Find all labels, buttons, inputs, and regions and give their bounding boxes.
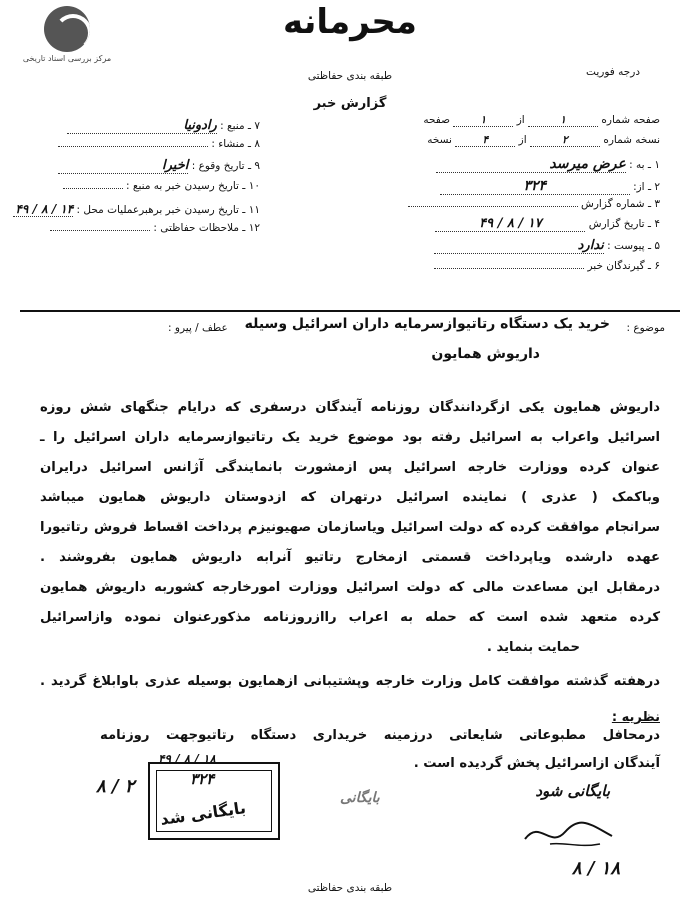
origin-label: ۸ ـ منشاء : bbox=[211, 138, 260, 150]
page-number-row bbox=[423, 114, 660, 127]
occurrence-date-value: اخیرا bbox=[58, 158, 188, 174]
origin-value bbox=[58, 146, 208, 147]
archive-logo bbox=[12, 6, 122, 63]
stamp-text: بایگانی شد bbox=[159, 798, 247, 829]
copy-of-value: ۴ bbox=[455, 134, 515, 147]
logo-caption: مرکز بررسی اسناد تاریخی bbox=[22, 54, 112, 63]
copy-no-label: نسخه شماره bbox=[603, 134, 660, 146]
handwritten-note: بایگانی شود bbox=[535, 782, 610, 800]
copy-no-value: ۲ bbox=[530, 134, 600, 147]
security-level-label: طبقه بندی حفاظتی bbox=[307, 70, 393, 82]
body-line: اسرائیل واعراب به اسرائیل رفته بود موضوع خرید یک رتاتیوازسرمایه داران اسرائیل را ـ bbox=[40, 430, 660, 445]
body-line: وباکمک ( عذری ) نماینده اسرائیل درتهران که ازدوستان داریوش همایون میباشد bbox=[40, 490, 660, 505]
handwritten-left-date: ۸ / ۲ bbox=[96, 776, 135, 797]
body-line: درمقابل این مساعدت مالی که دولت اسرائیل ووزارت امورخارجه کشوربه داریوش همایون bbox=[40, 580, 660, 595]
recipients-value bbox=[434, 268, 584, 269]
report-date-value: ۱۷ / ۸ / ۴۹ bbox=[435, 216, 585, 232]
page-of-label: از bbox=[516, 114, 525, 126]
occurrence-date-row bbox=[58, 158, 260, 174]
subject-label: موضوع : bbox=[626, 322, 665, 334]
priority-label: درجه فوریت bbox=[586, 66, 640, 78]
origin-row bbox=[58, 138, 260, 150]
received-source-row bbox=[63, 180, 260, 192]
report-date-label: ۴ ـ تاریخ گزارش bbox=[588, 218, 660, 230]
to-label: ۱ ـ به : bbox=[629, 159, 660, 171]
page-of-value: ۱ bbox=[453, 114, 513, 127]
received-ops-row bbox=[13, 202, 260, 217]
received-source-label: ۱۰ ـ تاریخ رسیدن خبر به منبع : bbox=[126, 180, 260, 192]
stamp-date: ۴۹ / ۸ / ۱۸ bbox=[158, 752, 216, 766]
page-no-value: ۱ bbox=[528, 114, 598, 127]
body-line: حمایت بنماید . bbox=[486, 640, 580, 655]
stamp-number: ۳۲۴ bbox=[190, 770, 215, 788]
body-line: عهده دارشده ویاپرداخت قسمتی ازمخارج رتاتیو آنرابه داریوش همایون بفروشند . bbox=[40, 550, 660, 565]
occurrence-date-label: ۹ ـ تاریخ وقوع : bbox=[191, 160, 260, 172]
report-no-label: ۳ ـ شماره گزارش bbox=[581, 198, 660, 210]
reference-label: عطف / پیرو : bbox=[168, 322, 228, 334]
opinion-label: نظریه : bbox=[611, 710, 660, 725]
body-line: سرانجام موافقت کرده که دولت اسرائیل ویاسازمان صهیونیزم پرداخت اقساط فروش رتاتیورا bbox=[40, 520, 660, 535]
source-value: رادونیا bbox=[67, 118, 217, 134]
report-no-value bbox=[408, 206, 578, 207]
report-date-row bbox=[435, 216, 660, 232]
opinion-line: درمحافل مطبوعاتی شایعاتی درزمینه خریداری دستگاه رتاتیوجهت روزنامه bbox=[100, 728, 660, 743]
security-notes-value bbox=[50, 230, 150, 231]
copy-of-label: از bbox=[518, 134, 527, 146]
attachment-value: ندارد bbox=[434, 238, 604, 254]
signature-icon bbox=[520, 814, 620, 854]
to-value: عرض میرسد bbox=[436, 156, 626, 173]
to-row bbox=[436, 156, 660, 173]
page-suffix: صفحه bbox=[423, 114, 450, 126]
attachment-row bbox=[434, 238, 660, 254]
report-title: گزارش خبر bbox=[313, 96, 387, 111]
handwritten-archive-note: بایگانی bbox=[340, 790, 380, 806]
recipients-row bbox=[434, 260, 660, 272]
security-notes-label: ۱۲ ـ ملاحظات حفاظتی : bbox=[153, 222, 260, 234]
from-row bbox=[440, 178, 660, 195]
recipients-label: ۶ ـ گیرندگان خبر bbox=[587, 260, 660, 272]
footer-security-label: طبقه بندی حفاظتی bbox=[307, 882, 393, 894]
page-no-label: صفحه شماره bbox=[601, 114, 660, 126]
attachment-label: ۵ ـ پیوست : bbox=[607, 240, 660, 252]
body-line: داریوش همایون یکی ازگردانندگان روزنامه آیندگان درسفری که درایام جنگهای شش روزه bbox=[40, 400, 660, 415]
header-divider bbox=[20, 310, 680, 312]
body-line: کرده متعهد شده است که حمله به اعراب راازروزنامه مذکورعنوان نموده وازاسرائیل bbox=[40, 610, 660, 625]
copy-number-row bbox=[427, 134, 660, 147]
copy-suffix: نسخه bbox=[427, 134, 452, 146]
archive-stamp bbox=[148, 752, 280, 840]
source-label: ۷ ـ منبع : bbox=[220, 120, 260, 132]
from-label: ۲ ـ از: bbox=[633, 181, 660, 193]
archive-emblem-icon bbox=[44, 6, 90, 52]
report-number-row bbox=[408, 198, 660, 210]
subject-text: خرید یک دستگاه رتاتیوازسرمایه داران اسرائیل وسیله bbox=[244, 316, 610, 332]
body-line: درهفته گذشته موافقت کامل وزارت خارجه وپشتیبانی ازهمایون بوسیله عذری باوابلاغ گردید . bbox=[40, 674, 660, 689]
body-line: عنوان کرده ووزارت خارجه اسرائیل پس ازمشورت بانمایندگی آژانس اسرائیل درایران bbox=[40, 460, 660, 475]
subject-line-2: داریوش همایون bbox=[431, 346, 540, 362]
received-ops-label: ۱۱ ـ تاریخ رسیدن خبر برهبرعملیات محل : bbox=[76, 204, 260, 216]
received-source-value bbox=[63, 188, 123, 189]
received-ops-value: ۱۴ / ۸ / ۴۹ bbox=[13, 202, 73, 217]
handwritten-bottom-date: ۸ / ۱۸ bbox=[571, 858, 620, 879]
source-row bbox=[67, 118, 260, 134]
opinion-line: آیندگان ازاسرائیل پخش گردیده است . bbox=[413, 756, 660, 771]
security-notes-row bbox=[50, 222, 260, 234]
classification-title: محرمانه bbox=[283, 2, 417, 42]
from-value: ۳۲۴ bbox=[440, 178, 630, 195]
